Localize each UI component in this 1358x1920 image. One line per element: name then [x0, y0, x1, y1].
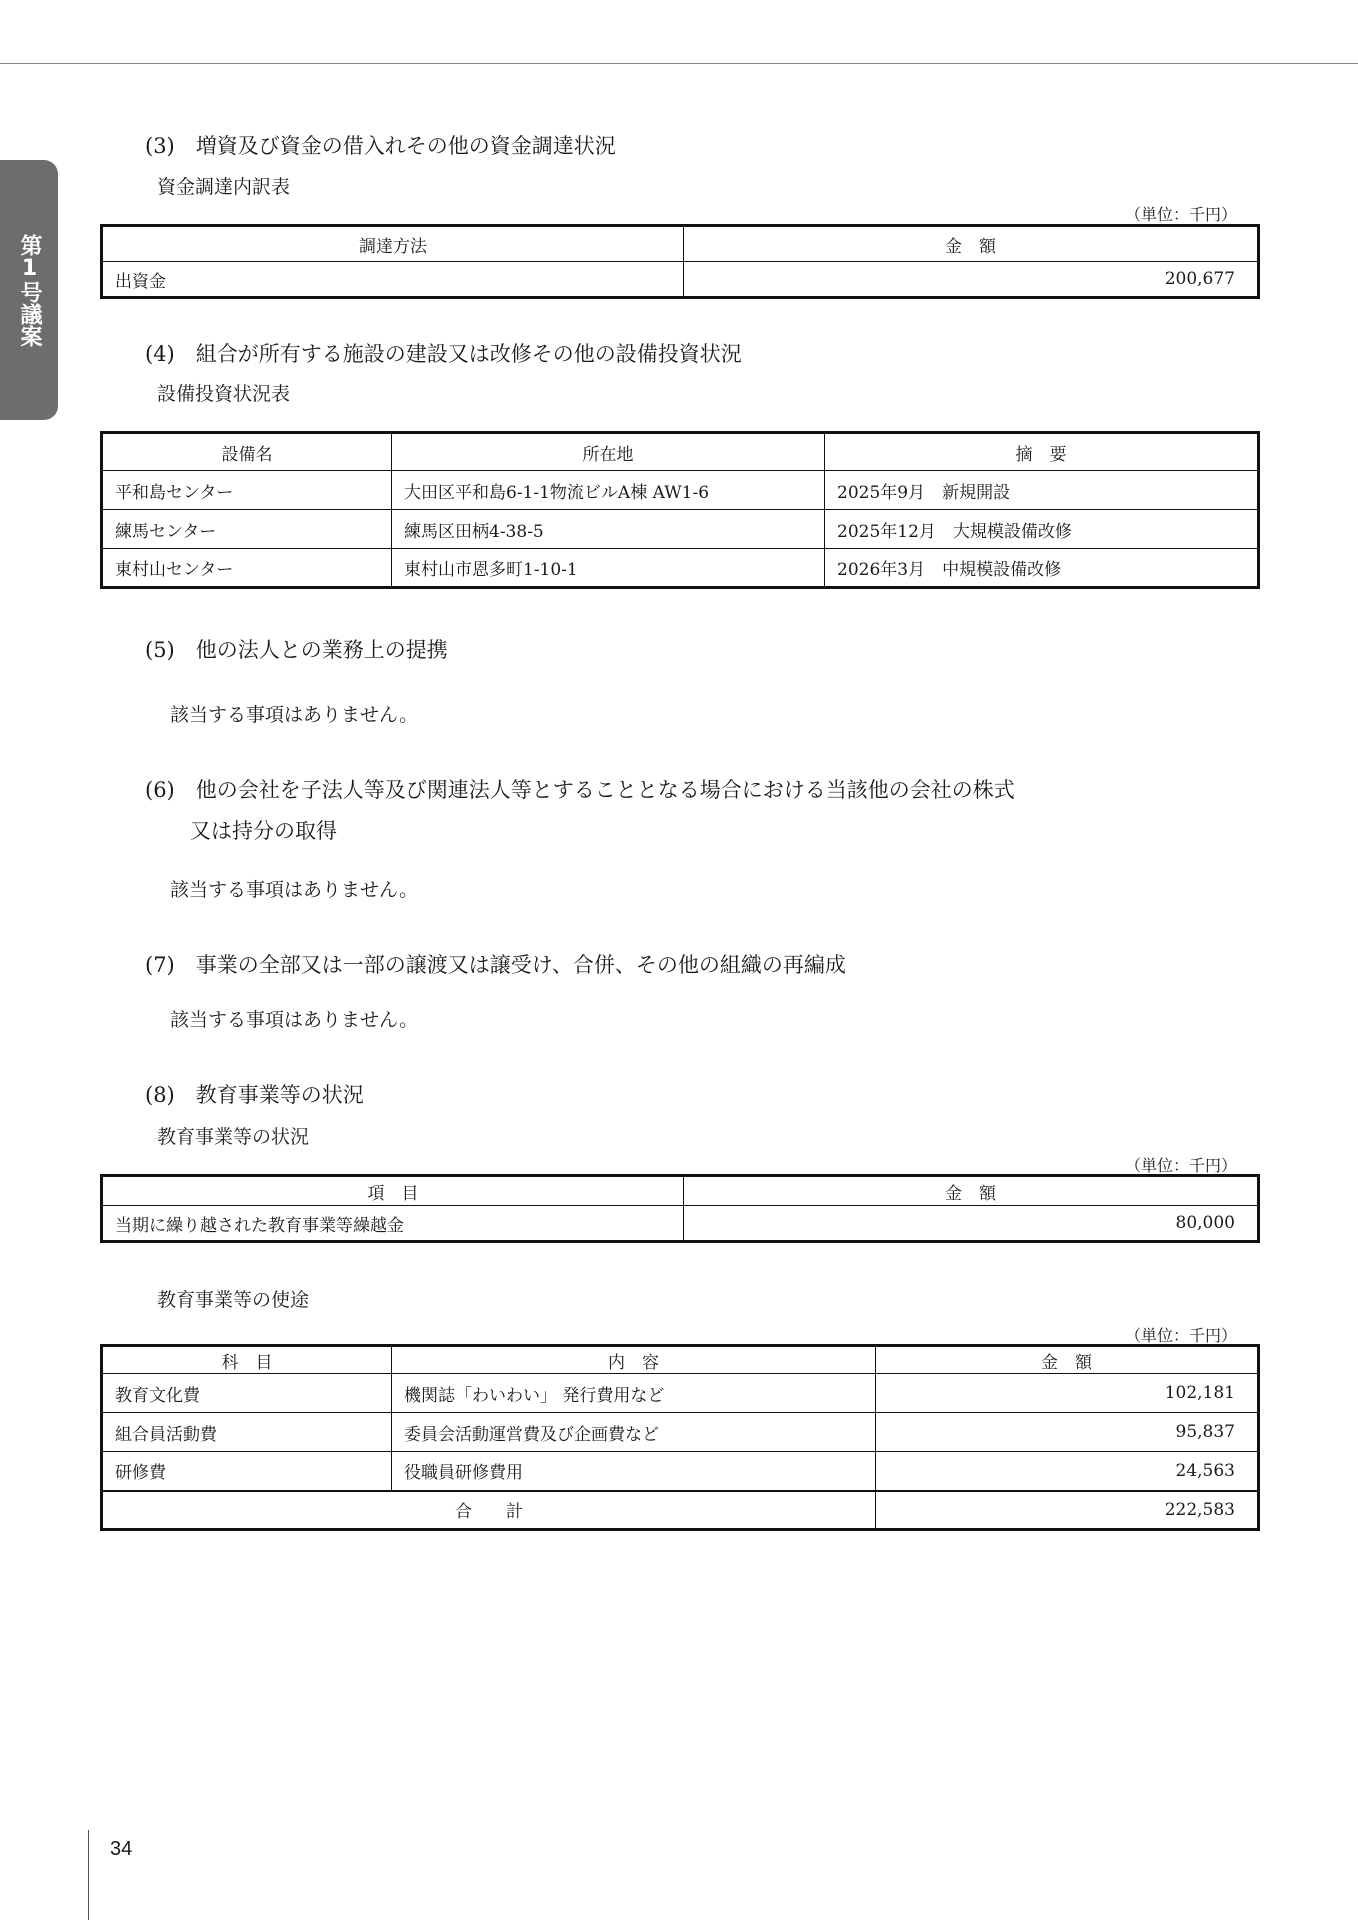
cell: 2025年12月 大規模設備改修	[825, 510, 1259, 549]
header-cell: 設備名	[102, 433, 392, 471]
capex-table	[100, 431, 1260, 589]
cell: 練馬センター	[102, 510, 392, 549]
cell: 2026年3月 中規模設備改修	[825, 549, 1259, 588]
table-row	[102, 1452, 1259, 1491]
section-5-heading: (5) 他の法人との業務上の提携	[145, 638, 448, 662]
cell: 平和島センター	[102, 471, 392, 510]
education-usage-table	[100, 1344, 1260, 1531]
header-cell: 調達方法	[102, 226, 684, 262]
table-header-row	[102, 226, 1259, 262]
funding-table	[100, 224, 1260, 299]
total-label: 合 計	[102, 1491, 876, 1530]
cell: 出資金	[102, 262, 684, 298]
cell-amount: 102,181	[876, 1374, 1259, 1413]
s5-body-text: 該当する事項はありません。	[170, 704, 419, 726]
section-3-heading: (3) 増資及び資金の借入れその他の資金調達状況	[145, 134, 616, 158]
table-header-row	[102, 433, 1259, 471]
footer-rule	[88, 1830, 89, 1920]
s3-unit-label: （単位：千円）	[1124, 205, 1237, 224]
cell: 委員会活動運営費及び企画費など	[392, 1413, 876, 1452]
section-8-heading: (8) 教育事業等の状況	[145, 1083, 364, 1107]
cell-amount: 80,000	[684, 1206, 1259, 1242]
cell-amount: 200,677	[684, 262, 1259, 298]
table-row	[102, 1206, 1259, 1242]
cell: 当期に繰り越された教育事業等繰越金	[102, 1206, 684, 1242]
cell: 研修費	[102, 1452, 392, 1491]
cell: 役職員研修費用	[392, 1452, 876, 1491]
cell-amount: 24,563	[876, 1452, 1259, 1491]
cell-amount: 95,837	[876, 1413, 1259, 1452]
s6-body-text: 該当する事項はありません。	[170, 879, 419, 901]
cell: 2025年9月 新規開設	[825, 471, 1259, 510]
section-6-heading-continued: 又は持分の取得	[190, 819, 337, 843]
s8-unit-label-2: （単位：千円）	[1124, 1326, 1237, 1345]
total-amount: 222,583	[876, 1491, 1259, 1530]
s8-caption-usage: 教育事業等の使途	[157, 1289, 310, 1311]
header-cell: 金 額	[684, 226, 1259, 262]
s8-unit-label-1: （単位：千円）	[1124, 1156, 1237, 1175]
header-cell: 所在地	[392, 433, 825, 471]
header-cell: 金 額	[684, 1176, 1259, 1206]
s7-body-text: 該当する事項はありません。	[170, 1009, 419, 1031]
s8-caption-status: 教育事業等の状況	[157, 1126, 310, 1148]
table-row	[102, 549, 1259, 588]
education-carryover-table	[100, 1174, 1260, 1243]
header-cell: 内 容	[392, 1346, 876, 1374]
cell: 機関誌「わいわい」 発行費用など	[392, 1374, 876, 1413]
header-cell: 金 額	[876, 1346, 1259, 1374]
chapter-side-tab: 第1号議案	[0, 160, 58, 420]
table-header-row	[102, 1346, 1259, 1374]
header-cell: 科 目	[102, 1346, 392, 1374]
cell: 練馬区田柄4-38-5	[392, 510, 825, 549]
table-row	[102, 510, 1259, 549]
section-6-heading: (6) 他の会社を子法人等及び関連法人等とすることとなる場合における当該他の会社の株式	[145, 778, 1015, 802]
top-rule	[0, 63, 1358, 64]
table-row	[102, 1413, 1259, 1452]
page-number: 34	[110, 1838, 133, 1860]
cell: 教育文化費	[102, 1374, 392, 1413]
table-row	[102, 262, 1259, 298]
table-row	[102, 1374, 1259, 1413]
total-row	[102, 1491, 1259, 1530]
cell: 組合員活動費	[102, 1413, 392, 1452]
section-4-heading: (4) 組合が所有する施設の建設又は改修その他の設備投資状況	[145, 342, 742, 366]
cell: 東村山センター	[102, 549, 392, 588]
s4-caption: 設備投資状況表	[157, 383, 291, 405]
table-header-row	[102, 1176, 1259, 1206]
header-cell: 摘 要	[825, 433, 1259, 471]
table-row	[102, 471, 1259, 510]
section-7-heading: (7) 事業の全部又は一部の譲渡又は譲受け、合併、その他の組織の再編成	[145, 953, 846, 977]
cell: 東村山市恩多町1-10-1	[392, 549, 825, 588]
cell: 大田区平和島6-1-1物流ビルA棟 AW1-6	[392, 471, 825, 510]
header-cell: 項 目	[102, 1176, 684, 1206]
s3-caption: 資金調達内訳表	[157, 176, 291, 198]
